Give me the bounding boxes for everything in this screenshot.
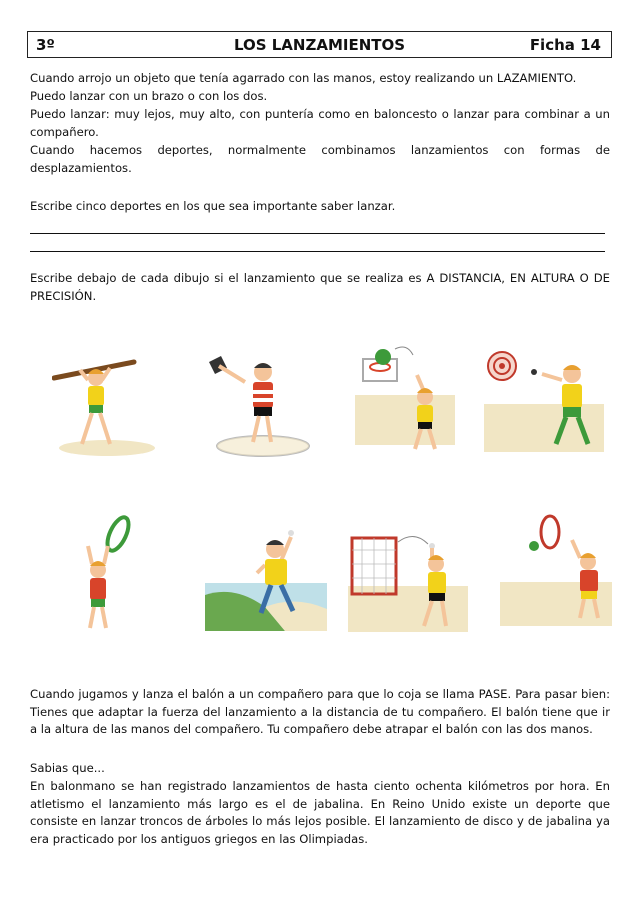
illustration-log-throw xyxy=(52,348,164,460)
intro-paragraph-4b: desplazamientos. xyxy=(30,161,132,175)
intro-paragraph-2: Puedo lanzar con un brazo o con los dos. xyxy=(30,89,268,103)
pase-paragraph: Cuando jugamos y lanza el balón a un compañero para que lo coja se llama PASE. Para pasar bien: Tienes que adaptar la fuerza del lanzamiento a la distancia de tu compañero. El balón tiene que ir a la altura de las manos del compañero. Tu compañero debe atrapar el balón con las dos manos. xyxy=(30,687,610,737)
intro-paragraph-4a: Cuando hacemos deportes, normalmente combinamos lanzamientos con formas de xyxy=(30,143,610,157)
intro-paragraph-3: Puedo lanzar: muy lejos, muy alto, con puntería como en baloncesto o lanzar para combinar a un compañero. xyxy=(30,107,610,139)
illustration-ring-target xyxy=(500,510,612,626)
page-title: LOS LANZAMIENTOS xyxy=(233,36,406,54)
exercise-1-prompt: Escribe cinco deportes en los que sea importante saber lanzar. xyxy=(30,199,396,213)
grade-label: 3º xyxy=(36,36,55,54)
illustration-shot-put xyxy=(205,350,317,462)
illustration-stone-throw xyxy=(205,525,327,633)
intro-paragraph-1: Cuando arrojo un objeto que tenía agarrado con las manos, estoy realizando un LAZAMIENTO. xyxy=(30,71,577,85)
sheet-number: Ficha 14 xyxy=(529,36,601,54)
worksheet-header xyxy=(27,31,612,58)
illustration-handball-goal xyxy=(348,530,468,634)
exercise-2-prompt: Escribe debajo de cada dibujo si el lanzamiento que se realiza es A DISTANCIA, EN ALTURA O DE PRECISIÓN. xyxy=(30,271,610,303)
answer-line-2[interactable] xyxy=(30,251,605,252)
illustration-target-throw xyxy=(484,344,604,456)
answer-line-1[interactable] xyxy=(30,233,605,234)
illustration-ring-toss-high xyxy=(68,510,148,634)
sabias-paragraph: En balonmano se han registrado lanzamientos de hasta ciento ochenta kilómetros por hora. En atletismo el lanzamiento más largo es el de jabalina. En Reino Unido existe un deporte que consiste en lanzar troncos de árboles lo más lejos posible. El lanzamiento de disco y de jabalina ya era practicado por los antiguos griegos en las Olimpiadas. xyxy=(30,779,610,846)
sabias-title: Sabias que... xyxy=(30,761,105,775)
illustration-basketball-shot xyxy=(355,345,455,457)
